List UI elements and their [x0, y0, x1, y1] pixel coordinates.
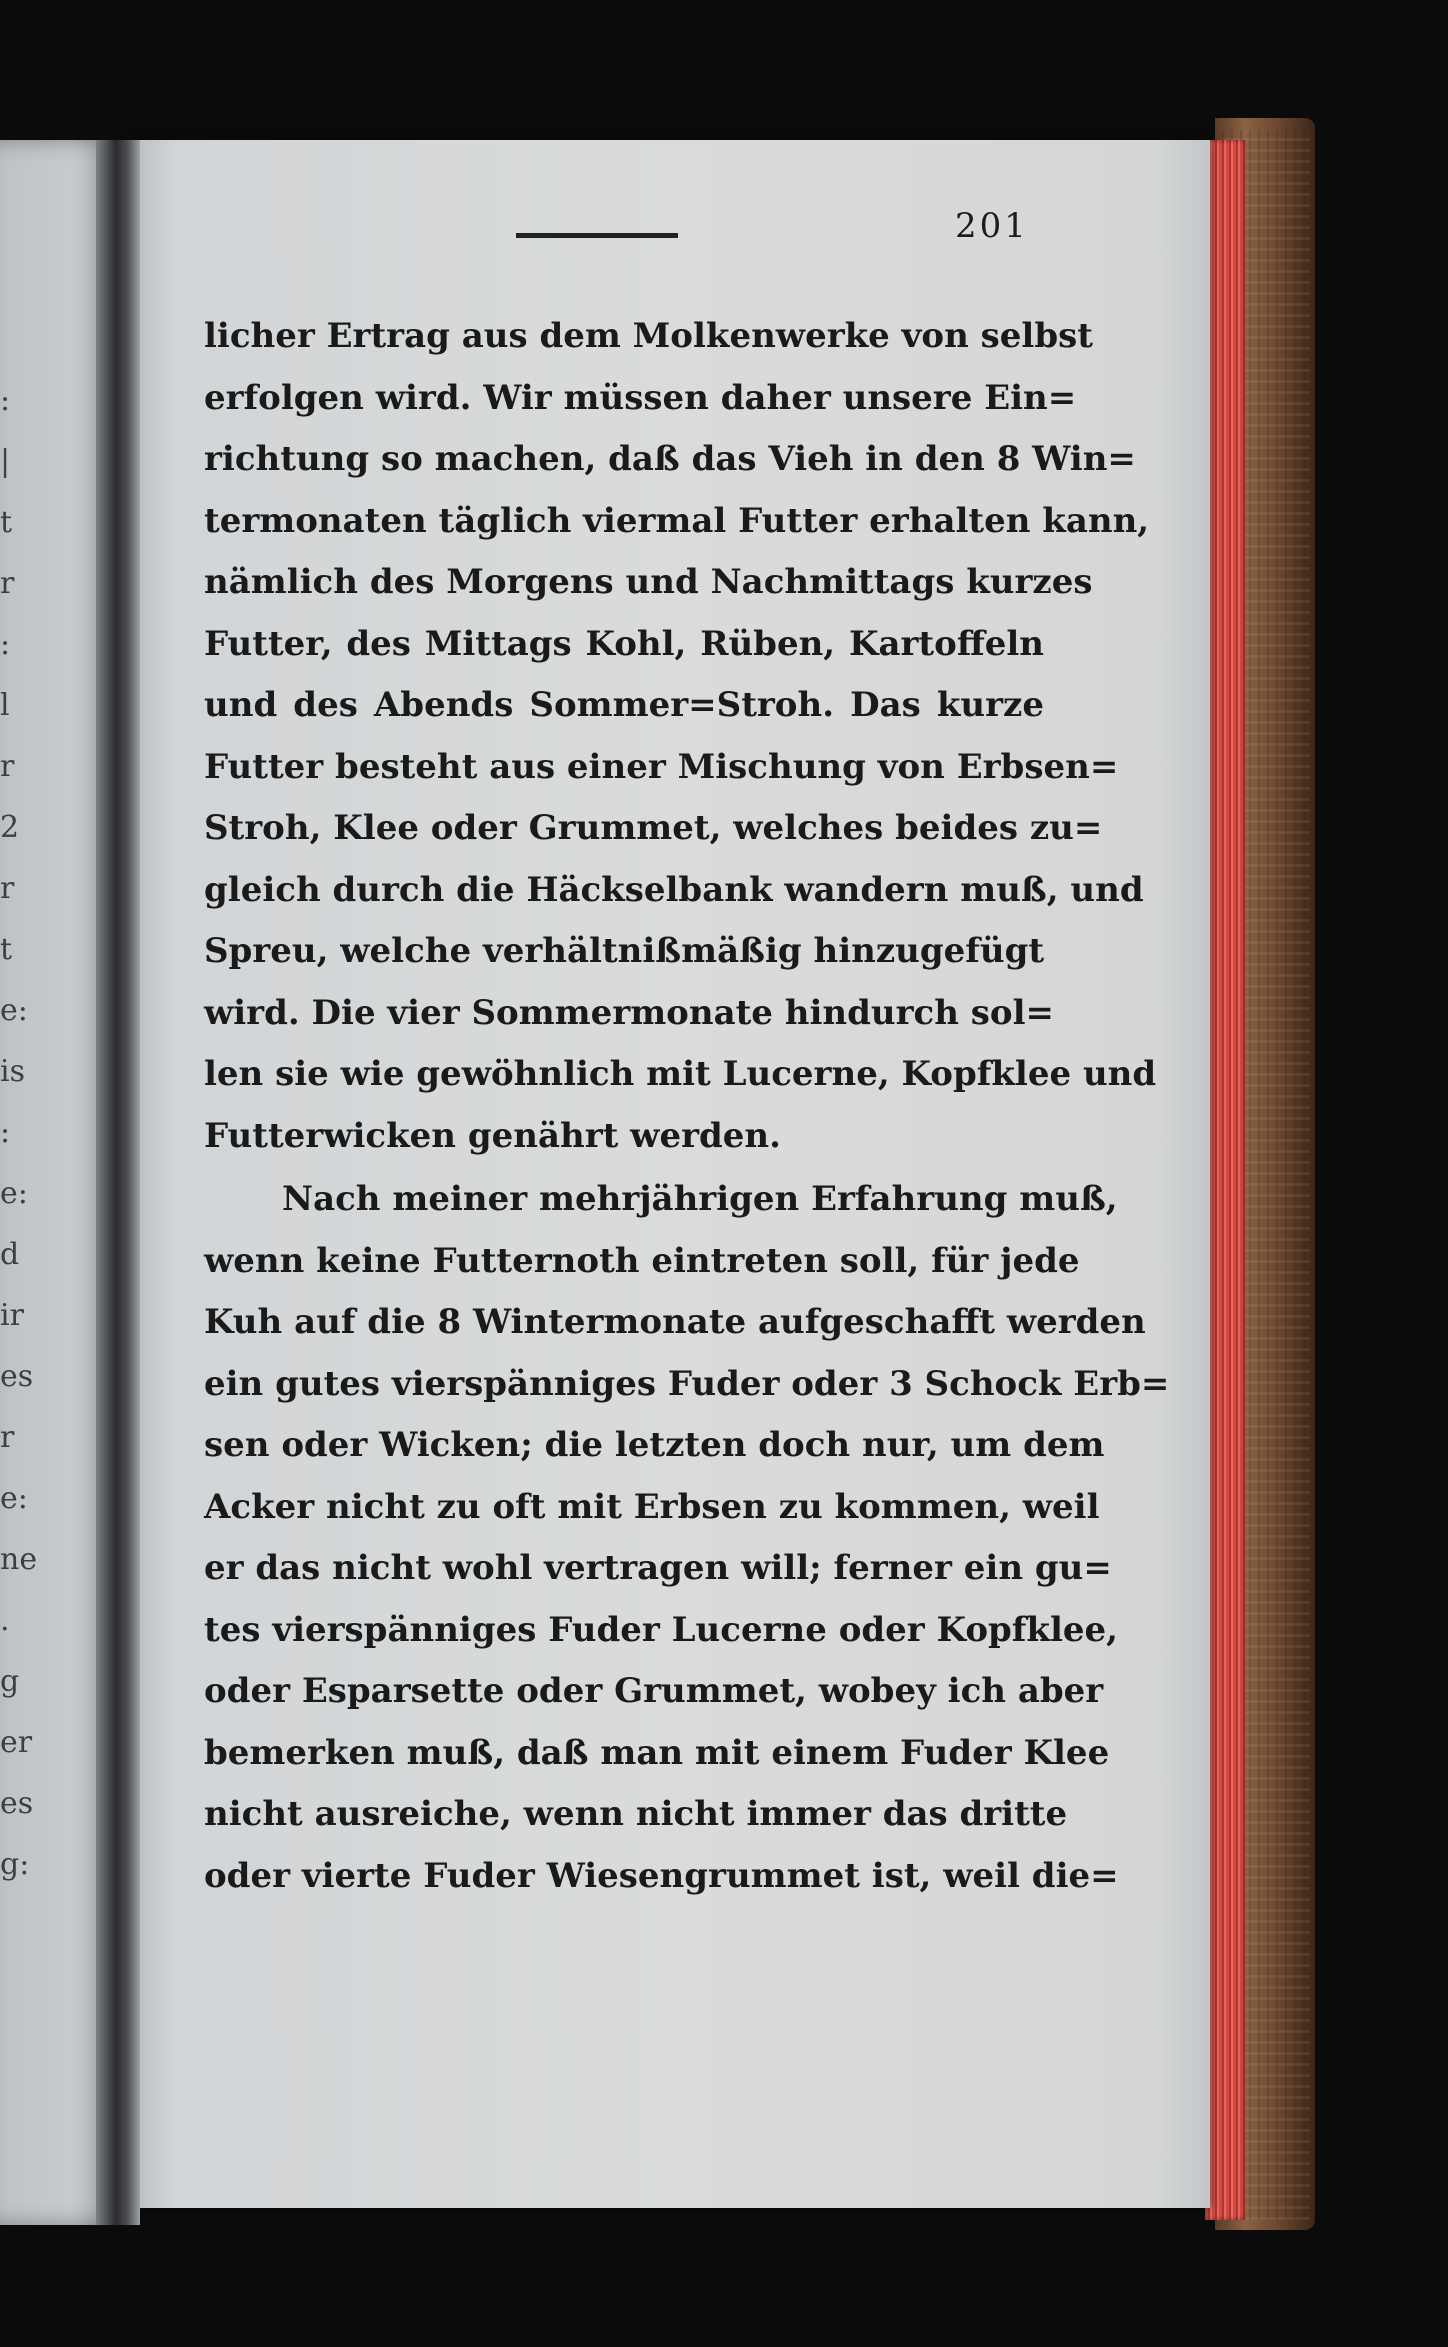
text-line: nämlich des Morgens und Nachmittags kurzes — [204, 562, 1093, 602]
text-line: Spreu, welche verhältnißmäßig hinzugefügt — [204, 931, 1045, 971]
page-number: 201 — [955, 206, 1029, 246]
page-body-text — [204, 306, 1170, 1907]
margin-fragment: er — [0, 1725, 33, 1760]
margin-fragment: 2 — [0, 810, 20, 845]
text-line: termonaten täglich viermal Futter erhalten kann, — [204, 500, 1150, 541]
margin-fragment: e: — [0, 1481, 28, 1516]
text-line: licher Ertrag aus dem Molkenwerke von selbst — [204, 316, 1093, 356]
margin-fragment: t — [0, 932, 13, 967]
text-line: nicht ausreiche, wenn nicht immer das dritte — [204, 1794, 1068, 1834]
margin-fragment: is — [0, 1054, 25, 1089]
text-line: len sie wie gewöhnlich mit Lucerne, Kopfklee und — [204, 1054, 1157, 1094]
margin-fragment: g — [0, 1664, 20, 1699]
margin-fragment: : — [0, 1115, 11, 1150]
text-line: sen oder Wicken; die letzten doch nur, um dem — [204, 1425, 1105, 1465]
header-rule — [516, 233, 678, 238]
text-line: Futterwicken genährt werden. — [204, 1115, 781, 1156]
text-line: richtung so machen, daß das Vieh in den 8 Win= — [204, 439, 1136, 479]
text-line: er das nicht wohl vertragen will; ferner ein gu= — [204, 1548, 1112, 1588]
margin-fragment: e: — [0, 1176, 28, 1211]
margin-fragment: ir — [0, 1298, 24, 1333]
margin-fragment: . — [0, 1603, 10, 1638]
margin-fragment: : — [0, 627, 11, 662]
red-page-edges — [1205, 140, 1245, 2220]
margin-fragment: es — [0, 1359, 34, 1394]
text-line: Nach meiner mehrjährigen Erfahrung muß, — [282, 1179, 1118, 1219]
margin-fragment: | — [0, 444, 11, 479]
text-line: und des Abends Sommer=Stroh. Das kurze — [204, 685, 1044, 725]
margin-fragment: r — [0, 749, 15, 784]
book-gutter — [96, 140, 140, 2225]
margin-fragment: t — [0, 505, 13, 540]
text-line: ein gutes vierspänniges Fuder oder 3 Schock Erb= — [204, 1363, 1170, 1404]
margin-fragment: e: — [0, 993, 28, 1028]
margin-fragment: es — [0, 1786, 34, 1821]
margin-fragment: r — [0, 871, 15, 906]
margin-fragment: l — [0, 688, 10, 723]
margin-fragment: ne — [0, 1542, 38, 1577]
left-page-margin-fragments — [0, 370, 38, 1895]
text-line: Kuh auf die 8 Wintermonate aufgeschafft werden — [204, 1302, 1146, 1342]
text-line: gleich durch die Häckselbank wandern muß, und — [204, 869, 1144, 910]
text-line: wenn keine Futternoth eintreten soll, für jede — [204, 1240, 1080, 1281]
text-line: bemerken muß, daß man mit einem Fuder Klee — [204, 1732, 1110, 1773]
text-line: wird. Die vier Sommermonate hindurch sol= — [204, 992, 1055, 1033]
text-line: tes vierspänniges Fuder Lucerne oder Kopfklee, — [204, 1609, 1118, 1650]
text-line: erfolgen wird. Wir müssen daher unsere Ein= — [204, 377, 1077, 418]
margin-fragment: d — [0, 1237, 20, 1272]
text-line: oder vierte Fuder Wiesengrummet ist, weil die= — [204, 1855, 1119, 1896]
margin-fragment: g: — [0, 1847, 30, 1882]
text-line: Stroh, Klee oder Grummet, welches beides zu= — [204, 808, 1103, 848]
margin-fragment: r — [0, 1420, 15, 1455]
margin-fragment: r — [0, 566, 15, 601]
text-line: Futter besteht aus einer Mischung von Erbsen= — [204, 746, 1119, 787]
text-line: Futter, des Mittags Kohl, Rüben, Kartoffeln — [204, 623, 1044, 664]
text-line: Acker nicht zu oft mit Erbsen zu kommen, weil — [204, 1486, 1100, 1527]
margin-fragment: : — [0, 383, 11, 418]
text-line: oder Esparsette oder Grummet, wobey ich aber — [204, 1671, 1104, 1711]
